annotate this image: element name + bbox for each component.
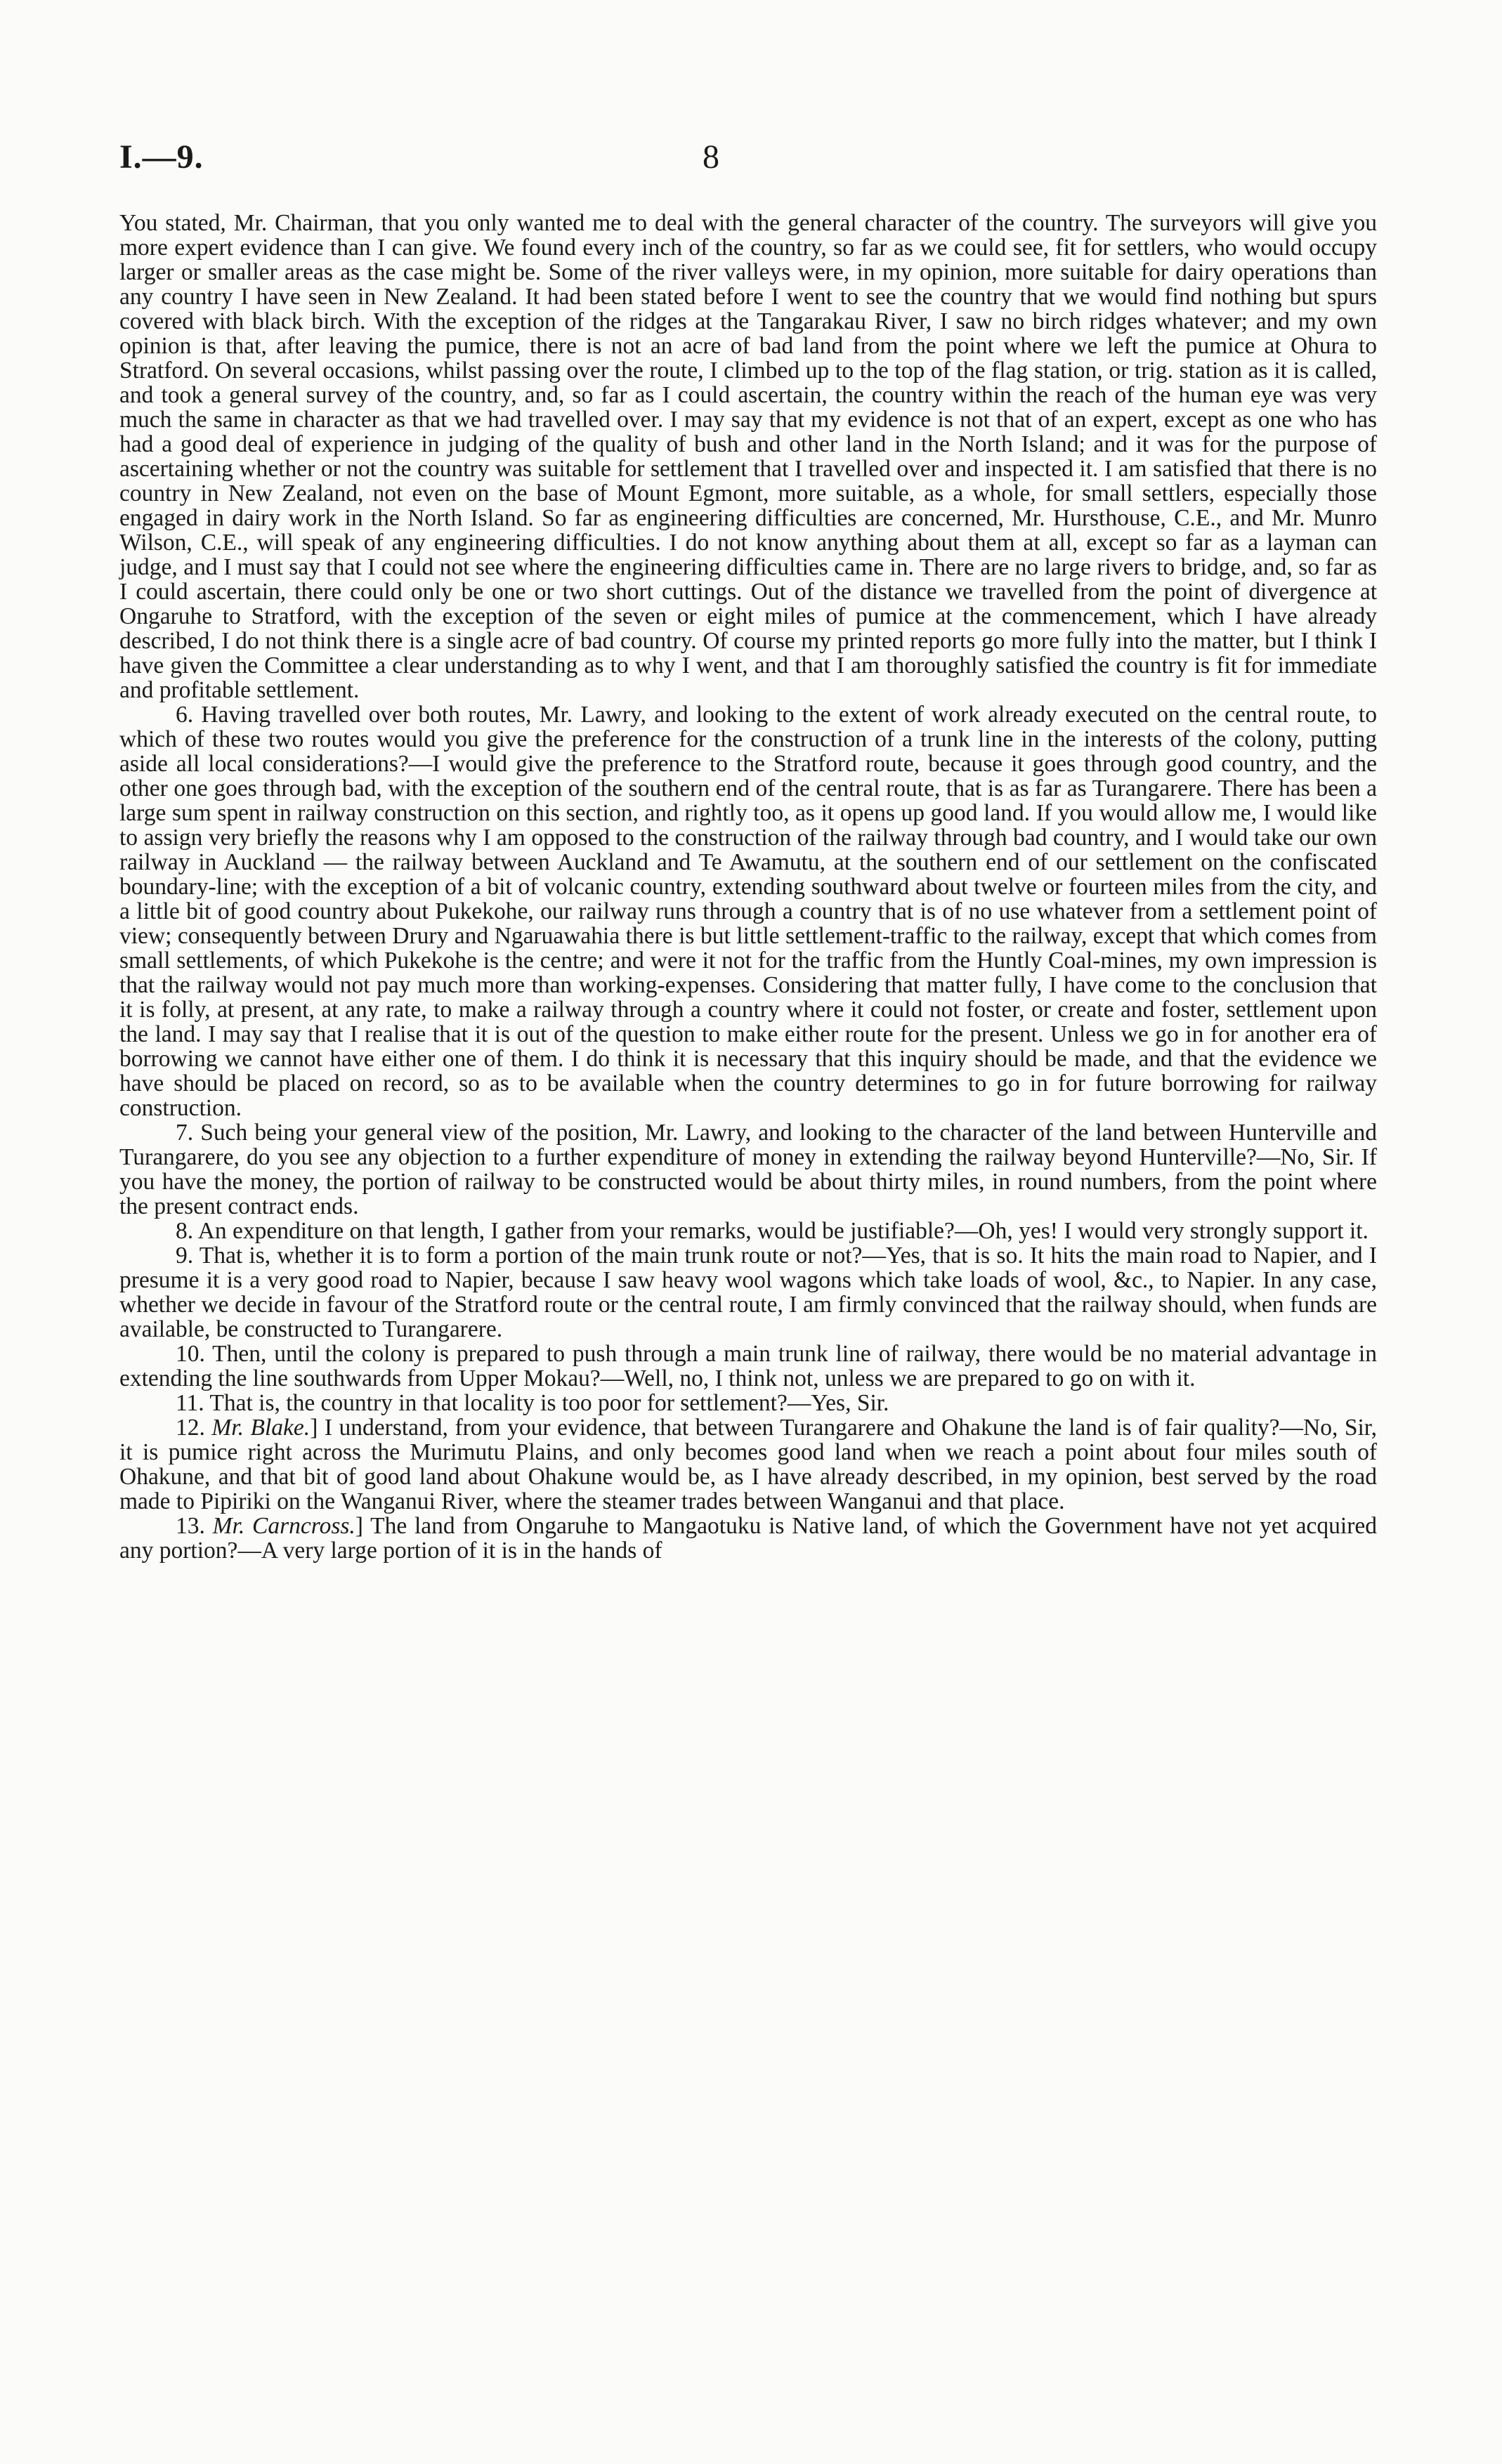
- page-header: [119, 138, 1383, 180]
- question-paragraph: [119, 1120, 1377, 1219]
- question-paragraph: [119, 1514, 1377, 1563]
- paragraph-text: 8. An expenditure on that length, I gather from your remarks, would be justifiable?—Oh, yes! I would very strongly support it.: [176, 1218, 1369, 1244]
- speaker-name: Mr. Blake.: [211, 1415, 311, 1441]
- question-paragraph: [119, 1415, 1377, 1514]
- paragraph-text: ] I understand, from your evidence, that between Turangarere and Ohakune the land is of fair quality?—No, Sir, it is pumice right across the Murimutu Plains, and only becomes good land when we reach a point about four miles south of Ohakune, and that bit of good land about Ohakune would be, as I have already described, in my opinion, best served by the road made to Pipiriki on the Wanganui River, where the steamer trades between Wanganui and that place.: [119, 1415, 1377, 1514]
- paragraph-text: You stated, Mr. Chairman, that you only wanted me to deal with the general character of the country. The surveyors will give you more expert evidence than I can give. We found every inch of the country, so far as we could see, fit for settlers, who would occupy larger or smaller areas as the case might be. Some of the river valleys were, in my opinion, more suitable for dairy operations than any country I have seen in New Zealand. It had been stated before I went to see the country that we would find nothing but spurs covered with black birch. With the exception of the ridges at the Tangarakau River, I saw no birch ridges whatever; and my own opinion is that, after leaving the pumice, there is not an acre of bad land from the point where we left the pumice at Ohura to Stratford. On several occasions, whilst passing over the route, I climbed up to the top of the flag station, or trig. station as it is called, and took a general survey of the country, and, so far as I could ascertain, the country within the reach of the human eye was very much the same in character as that we had travelled over. I may say that my evidence is not that of an expert, except as one who has had a good deal of experience in judging of the quality of bush and other land in the North Island; and it was for the purpose of ascertaining whether or not the country was suitable for settlement that I travelled over and inspected it. I am satisfied that there is no country in New Zealand, not even on the base of Mount Egmont, more suitable, as a whole, for small settlers, especially those engaged in dairy work in the North Island. So far as engineering difficulties are concerned, Mr. Hursthouse, C.E., and Mr. Munro Wilson, C.E., will speak of any engineering difficulties. I do not know anything about them at all, except so far as a layman can judge, and I must say that I could not see where the engineering difficulties came in. There are no large rivers to bridge, and, so far as I could ascertain, there could only be one or two short cuttings. Out of the distance we travelled from the point of divergence at Ongaruhe to Stratford, with the exception of the seven or eight miles of pumice at the commencement, which I have already described, I do not think there is a single acre of bad country. Of course my printed reports go more fully into the matter, but I think I have given the Committee a clear understanding as to why I went, and that I am thoroughly satisfied the country is fit for immediate and profitable settlement.: [119, 210, 1377, 703]
- paragraph-text: 9. That is, whether it is to form a portion of the main trunk route or not?—Yes, that is so. It hits the main road to Napier, and I presume it is a very good road to Napier, because I saw heavy wool wagons which take loads of wool, &c., to Napier. In any case, whether we decide in favour of the Stratford route or the central route, I am firmly convinced that the railway should, when funds are available, be constructed to Turangarere.: [119, 1243, 1377, 1342]
- evidence-paragraph: [119, 211, 1377, 702]
- question-paragraph: [119, 1219, 1377, 1243]
- question-number: 13.: [176, 1513, 213, 1539]
- paragraph-text: ] The land from Ongaruhe to Mangaotuku is Native land, of which the Government have not yet acquired any portion?—A very large portion of it is in the hands of: [119, 1513, 1377, 1564]
- question-paragraph: [119, 1391, 1377, 1415]
- document-reference: I.—9.: [119, 138, 204, 176]
- question-paragraph: [119, 1342, 1377, 1391]
- question-number: 12.: [176, 1415, 212, 1441]
- page-body: [119, 211, 1377, 1563]
- question-paragraph: [119, 1243, 1377, 1342]
- paragraph-text: 10. Then, until the colony is prepared to push through a main trunk line of railway, there would be no material advantage in extending the line southwards from Upper Mokau?—Well, no, I think not, unless we are prepared to go on with it.: [119, 1341, 1377, 1391]
- paragraph-text: 11. That is, the country in that locality is too poor for settlement?—Yes, Sir.: [176, 1390, 889, 1416]
- speaker-name: Mr. Carncross.: [212, 1513, 355, 1539]
- paragraph-text: 7. Such being your general view of the position, Mr. Lawry, and looking to the character of the land between Hunterville and Turangarere, do you see any objection to a further expenditure of money in extending the railway beyond Hunterville?—No, Sir. If you have the money, the portion of railway to be constructed would be about thirty miles, in round numbers, from the point where the present contract ends.: [119, 1120, 1377, 1219]
- page-number: 8: [703, 138, 719, 176]
- question-paragraph: [119, 702, 1377, 1120]
- paragraph-text: 6. Having travelled over both routes, Mr. Lawry, and looking to the extent of work already executed on the central route, to which of these two routes would you give the preference for the construction of a trunk line in the interests of the colony, putting aside all local considerations?—I would give the preference to the Stratford route, because it goes through good country, and the other one goes through bad, with the exception of the southern end of the central route, that is as far as Turangarere. There has been a large sum spent in railway construction on this section, and rightly too, as it opens up good land. If you would allow me, I would like to assign very briefly the reasons why I am opposed to the construction of the railway through bad country, and I would take our own railway in Auckland — the railway between Auckland and Te Awamutu, at the southern end of our settlement on the confiscated boundary-line; with the exception of a bit of volcanic country, extending southward about twelve or fourteen miles from the city, and a little bit of good country about Pukekohe, our railway runs through a country that is of no use whatever from a settlement point of view; consequently between Drury and Ngaruawahia there is but little settlement-traffic to the railway, except that which comes from small settlements, of which Pukekohe is the centre; and were it not for the traffic from the Huntly Coal-mines, my own impression is that the railway would not pay much more than working-expenses. Considering that matter fully, I have come to the conclusion that it is folly, at present, at any rate, to make a railway through a country where it could not foster, or create and foster, settlement upon the land. I may say that I realise that it is out of the question to make either route for the present. Unless we go in for another era of borrowing we cannot have either one of them. I do think it is necessary that this inquiry should be made, and that the evidence we have should be placed on record, so as to be available when the country determines to go in for future borrowing for railway construction.: [119, 702, 1377, 1121]
